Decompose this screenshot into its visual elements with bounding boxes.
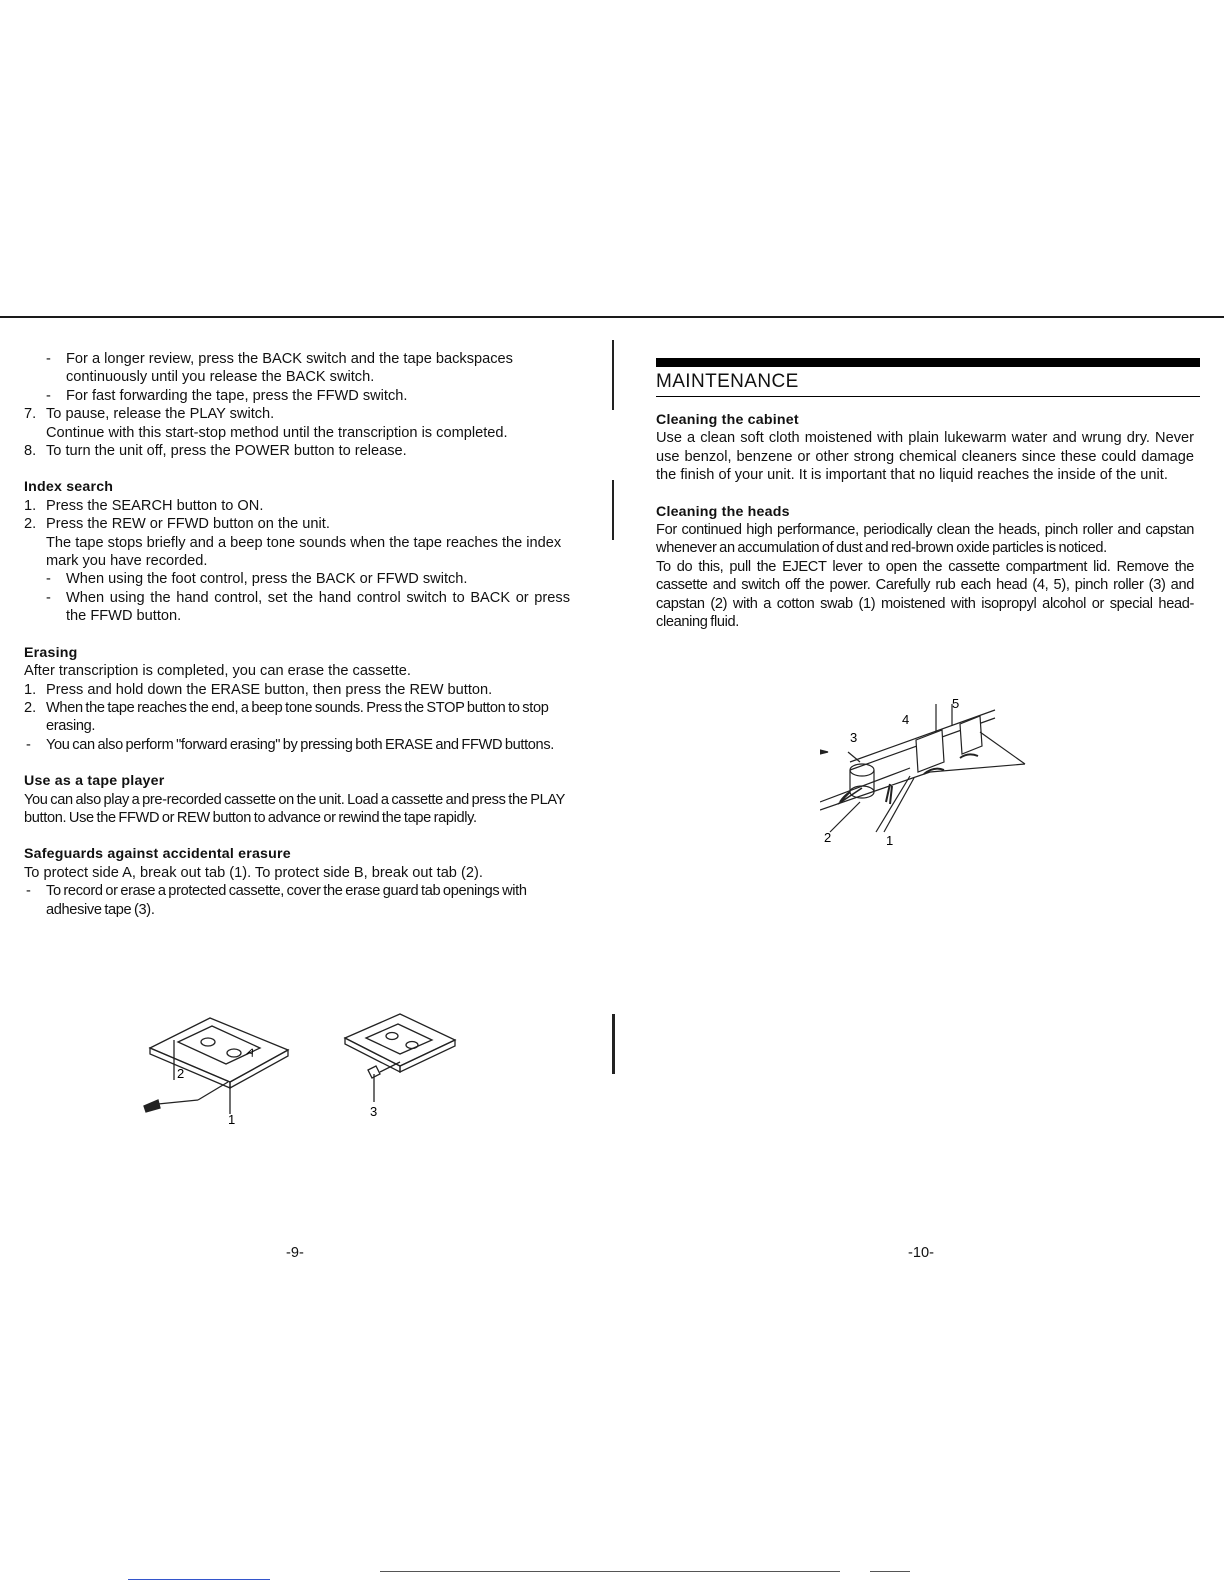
figure-label-side-a: A [244, 1045, 257, 1060]
list-item [24, 882, 570, 919]
paragraph: To protect side A, break out tab (1). To protect side B, break out tab (2). [24, 864, 483, 881]
dash-marker: - [26, 883, 31, 900]
paragraph: You can also play a pre-recorded cassette on the unit. Load a cassette and press the PLAY button. Use the FFWD or REW button to advance or rewind the tape rapidly. [24, 791, 565, 826]
center-divider-mid [612, 480, 614, 540]
center-divider-lower [612, 1014, 615, 1074]
list-item [24, 699, 570, 736]
list-item [24, 497, 570, 515]
step-number: 1. [24, 681, 37, 698]
list-item-text: Press and hold down the ERASE button, then press the REW button. [46, 681, 493, 698]
top-rule [0, 316, 1224, 318]
section-heading-erasing: Erasing [24, 644, 78, 661]
dash-marker: - [46, 589, 51, 606]
figure-label-5: 5 [952, 696, 960, 711]
center-divider-upper [612, 340, 614, 410]
list-item-text: To record or erase a protected cassette, cover the erase guard tab openings with adhesive tape (3). [46, 883, 527, 918]
list-item [24, 387, 570, 405]
list-item-text: When the tape reaches the end, a beep tone sounds. Press the STOP button to stop erasing. [46, 699, 549, 735]
dash-marker: - [46, 351, 51, 367]
page-number-left: -9- [286, 1245, 304, 1261]
step-number: 1. [24, 497, 37, 514]
list-item-text: To pause, release the PLAY switch. [46, 406, 275, 423]
list-item [24, 589, 570, 626]
title-rule [656, 396, 1200, 397]
list-item-text: Continue with this start-stop method until the transcription is completed. [46, 424, 508, 441]
list-item [24, 405, 570, 423]
section-heading-safeguards: Safeguards against accidental erasure [24, 846, 291, 863]
step-number: 7. [24, 406, 37, 423]
list-item-text: Press the SEARCH button to ON. [46, 497, 264, 514]
figure-label-tab-1: 1 [228, 1112, 236, 1127]
page-number-right: -10- [908, 1245, 934, 1261]
paragraph: Use a clean soft cloth moistened with plain lukewarm water and wrung dry. Never use benzol, benzene or other strong chemical cleaners since these could damage the finish of your unit. It is important that no liquid reaches the inside of the unit. [656, 430, 1194, 484]
list-item [24, 515, 570, 533]
step-number: 2. [24, 699, 37, 716]
list-item [24, 350, 570, 387]
tape-deck-mechanism-illustration [820, 704, 1025, 832]
cassette-right-illustration [345, 1014, 455, 1102]
figure-label-1: 1 [886, 833, 894, 848]
list-item-text: For fast forwarding the tape, press the FFWD switch. [66, 387, 408, 404]
dash-marker: - [46, 387, 51, 404]
page-title: MAINTENANCE [656, 371, 799, 392]
list-item [24, 681, 570, 699]
list-item-text: You can also perform "forward erasing" by pressing both ERASE and FFWD buttons. [46, 736, 554, 753]
list-item [24, 736, 570, 754]
figure-label-3: 3 [850, 730, 858, 745]
section-heading-cabinet: Cleaning the cabinet [656, 412, 799, 428]
maintenance-bar [656, 358, 1200, 367]
list-item-text: The tape stops briefly and a beep tone sounds when the tape reaches the index mark you have recorded. [46, 534, 562, 570]
cassette-left-illustration [144, 1018, 288, 1114]
dash-marker: - [46, 571, 51, 588]
paragraph: To do this, pull the EJECT lever to open the cassette compartment lid. Remove the cassette and switch off the power. Carefully rub each head (4, 5), pinch roller (3) and capstan (2) with a cotton swab (1) moistened with isopropyl alcohol or special head-cleaning fluid. [656, 558, 1194, 631]
list-item [24, 570, 570, 588]
list-item-text: For a longer review, press the BACK switch and the tape backspaces continuously until you release the BACK switch. [66, 351, 513, 386]
section-heading-tape-player: Use as a tape player [24, 773, 165, 790]
list-item-text: When using the hand control, set the hand control switch to BACK or press the FFWD button. [66, 589, 570, 625]
bottom-link-underline [128, 1579, 270, 1580]
list-item-text: When using the foot control, press the BACK or FFWD switch. [66, 571, 468, 588]
step-number: 8. [24, 443, 37, 460]
section-heading-index-search: Index search [24, 479, 114, 496]
head-cleaning-figure [820, 692, 1040, 862]
list-item [24, 442, 570, 460]
figure-label-2: 2 [824, 830, 832, 845]
right-page [656, 352, 1194, 631]
bottom-rule-short [870, 1571, 910, 1572]
left-page [24, 350, 570, 919]
bottom-rule [380, 1571, 840, 1572]
paragraph: For continued high performance, periodically clean the heads, pinch roller and capstan whenever an accumulation of dust and red-brown oxide particles is noticed. [656, 522, 1194, 557]
dash-marker: - [26, 736, 31, 753]
list-item-text: Press the REW or FFWD button on the unit. [46, 516, 330, 533]
step-number: 2. [24, 516, 37, 533]
figure-label-tape-3: 3 [370, 1104, 378, 1119]
list-item-text: To turn the unit off, press the POWER button to release. [46, 443, 407, 460]
paragraph: After transcription is completed, you can erase the cassette. [24, 663, 411, 680]
section-heading-heads: Cleaning the heads [656, 503, 790, 520]
figure-label-tab-2: 2 [177, 1066, 185, 1081]
cassette-tab-figure [130, 1010, 460, 1130]
figure-label-4: 4 [902, 712, 910, 727]
